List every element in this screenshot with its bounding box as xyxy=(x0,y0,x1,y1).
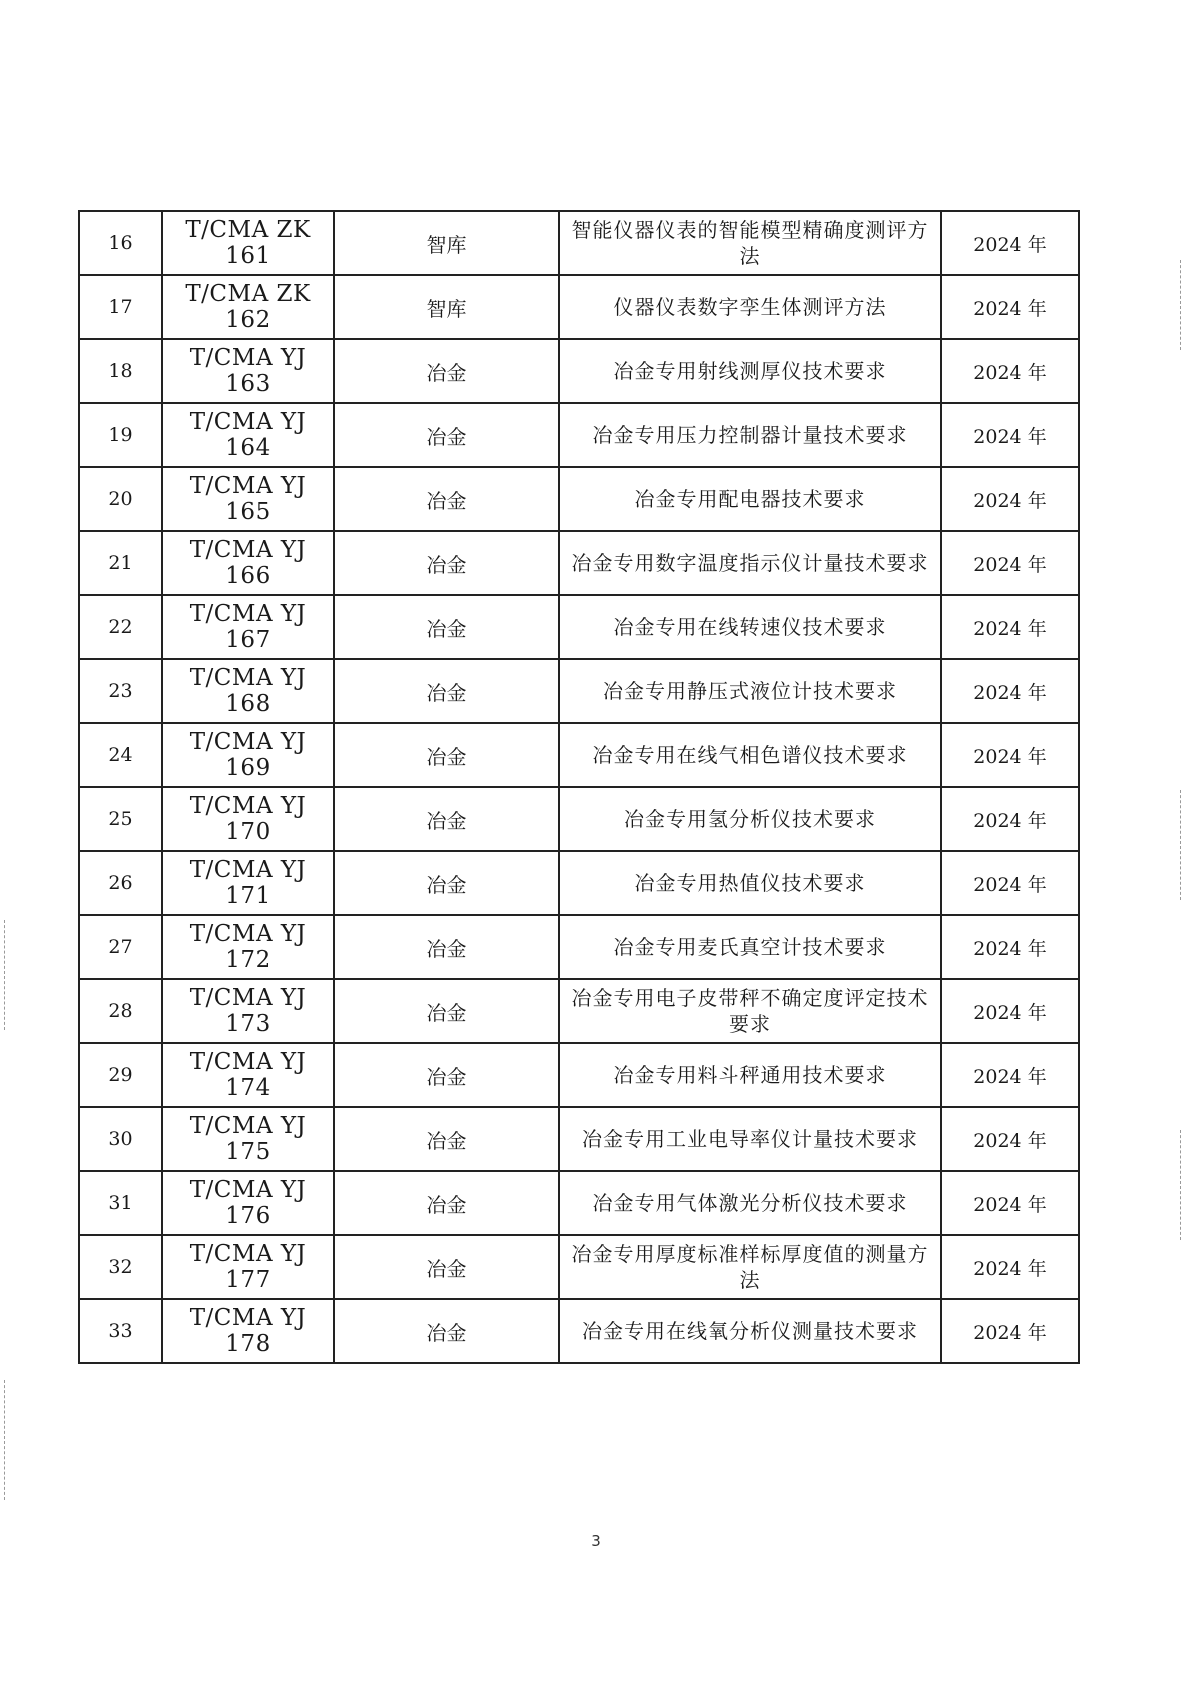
standard-name-cell: 冶金专用工业电导率仪计量技术要求 xyxy=(559,1107,941,1171)
year-cell: 2024 年 xyxy=(941,467,1079,531)
standard-code-cell: T/CMA YJ 170 xyxy=(162,787,334,851)
standard-code-cell: T/CMA YJ 166 xyxy=(162,531,334,595)
row-number-cell: 28 xyxy=(79,979,162,1043)
category-cell: 冶金 xyxy=(334,531,559,595)
standard-code-cell: T/CMA YJ 172 xyxy=(162,915,334,979)
standard-name-cell: 冶金专用压力控制器计量技术要求 xyxy=(559,403,941,467)
table-row xyxy=(79,1235,1079,1299)
category-cell: 冶金 xyxy=(334,1299,559,1363)
row-number-cell: 19 xyxy=(79,403,162,467)
standards-table-body xyxy=(79,211,1079,1363)
page-number: 3 xyxy=(591,1532,601,1550)
year-cell: 2024 年 xyxy=(941,1235,1079,1299)
table-row xyxy=(79,595,1079,659)
year-cell: 2024 年 xyxy=(941,1043,1079,1107)
standard-name-cell: 智能仪器仪表的智能模型精确度测评方法 xyxy=(559,211,941,275)
row-number-cell: 20 xyxy=(79,467,162,531)
year-cell: 2024 年 xyxy=(941,723,1079,787)
year-cell: 2024 年 xyxy=(941,851,1079,915)
category-cell: 冶金 xyxy=(334,339,559,403)
table-row xyxy=(79,979,1079,1043)
standard-code-cell: T/CMA YJ 164 xyxy=(162,403,334,467)
row-number-cell: 29 xyxy=(79,1043,162,1107)
year-cell: 2024 年 xyxy=(941,787,1079,851)
row-number-cell: 22 xyxy=(79,595,162,659)
standard-name-cell: 冶金专用热值仪技术要求 xyxy=(559,851,941,915)
table-row xyxy=(79,915,1079,979)
table-row xyxy=(79,339,1079,403)
scan-artifact xyxy=(1180,260,1181,350)
table-row xyxy=(79,467,1079,531)
row-number-cell: 33 xyxy=(79,1299,162,1363)
standard-name-cell: 冶金专用料斗秤通用技术要求 xyxy=(559,1043,941,1107)
year-cell: 2024 年 xyxy=(941,531,1079,595)
category-cell: 冶金 xyxy=(334,979,559,1043)
standard-code-cell: T/CMA YJ 167 xyxy=(162,595,334,659)
standard-name-cell: 冶金专用在线氧分析仪测量技术要求 xyxy=(559,1299,941,1363)
year-cell: 2024 年 xyxy=(941,339,1079,403)
table-row xyxy=(79,723,1079,787)
category-cell: 智库 xyxy=(334,211,559,275)
standard-code-cell: T/CMA ZK 161 xyxy=(162,211,334,275)
scan-artifact xyxy=(1180,1130,1181,1240)
table-row xyxy=(79,1171,1079,1235)
category-cell: 冶金 xyxy=(334,1171,559,1235)
category-cell: 冶金 xyxy=(334,1043,559,1107)
standard-name-cell: 冶金专用静压式液位计技术要求 xyxy=(559,659,941,723)
row-number-cell: 23 xyxy=(79,659,162,723)
category-cell: 冶金 xyxy=(334,851,559,915)
standard-name-cell: 冶金专用气体激光分析仪技术要求 xyxy=(559,1171,941,1235)
standard-name-cell: 冶金专用麦氏真空计技术要求 xyxy=(559,915,941,979)
standard-name-cell: 冶金专用配电器技术要求 xyxy=(559,467,941,531)
category-cell: 冶金 xyxy=(334,659,559,723)
year-cell: 2024 年 xyxy=(941,915,1079,979)
row-number-cell: 21 xyxy=(79,531,162,595)
category-cell: 冶金 xyxy=(334,595,559,659)
standard-name-cell: 冶金专用在线转速仪技术要求 xyxy=(559,595,941,659)
year-cell: 2024 年 xyxy=(941,659,1079,723)
year-cell: 2024 年 xyxy=(941,1299,1079,1363)
category-cell: 冶金 xyxy=(334,467,559,531)
scan-artifact xyxy=(1180,790,1181,900)
table-row xyxy=(79,787,1079,851)
standard-name-cell: 冶金专用电子皮带秤不确定度评定技术要求 xyxy=(559,979,941,1043)
row-number-cell: 24 xyxy=(79,723,162,787)
standard-name-cell: 冶金专用在线气相色谱仪技术要求 xyxy=(559,723,941,787)
table-row xyxy=(79,211,1079,275)
category-cell: 冶金 xyxy=(334,787,559,851)
standard-code-cell: T/CMA YJ 173 xyxy=(162,979,334,1043)
table-row xyxy=(79,1107,1079,1171)
row-number-cell: 31 xyxy=(79,1171,162,1235)
year-cell: 2024 年 xyxy=(941,1171,1079,1235)
row-number-cell: 26 xyxy=(79,851,162,915)
standard-name-cell: 冶金专用数字温度指示仪计量技术要求 xyxy=(559,531,941,595)
table-row xyxy=(79,851,1079,915)
scan-artifact xyxy=(4,920,5,1030)
category-cell: 冶金 xyxy=(334,723,559,787)
standard-name-cell: 冶金专用厚度标准样标厚度值的测量方法 xyxy=(559,1235,941,1299)
year-cell: 2024 年 xyxy=(941,275,1079,339)
standard-code-cell: T/CMA YJ 169 xyxy=(162,723,334,787)
category-cell: 冶金 xyxy=(334,915,559,979)
row-number-cell: 18 xyxy=(79,339,162,403)
standard-code-cell: T/CMA YJ 177 xyxy=(162,1235,334,1299)
table-row xyxy=(79,659,1079,723)
row-number-cell: 17 xyxy=(79,275,162,339)
table-row xyxy=(79,531,1079,595)
category-cell: 冶金 xyxy=(334,403,559,467)
standard-name-cell: 冶金专用氢分析仪技术要求 xyxy=(559,787,941,851)
standard-code-cell: T/CMA YJ 165 xyxy=(162,467,334,531)
standard-code-cell: T/CMA YJ 178 xyxy=(162,1299,334,1363)
year-cell: 2024 年 xyxy=(941,979,1079,1043)
standard-code-cell: T/CMA ZK 162 xyxy=(162,275,334,339)
scan-artifact xyxy=(4,1380,5,1500)
category-cell: 智库 xyxy=(334,275,559,339)
row-number-cell: 27 xyxy=(79,915,162,979)
table-row xyxy=(79,1299,1079,1363)
standard-name-cell: 仪器仪表数字孪生体测评方法 xyxy=(559,275,941,339)
row-number-cell: 25 xyxy=(79,787,162,851)
row-number-cell: 16 xyxy=(79,211,162,275)
standard-code-cell: T/CMA YJ 163 xyxy=(162,339,334,403)
standard-code-cell: T/CMA YJ 171 xyxy=(162,851,334,915)
standard-name-cell: 冶金专用射线测厚仪技术要求 xyxy=(559,339,941,403)
category-cell: 冶金 xyxy=(334,1107,559,1171)
year-cell: 2024 年 xyxy=(941,403,1079,467)
standards-table xyxy=(78,210,1080,1364)
table-row xyxy=(79,1043,1079,1107)
row-number-cell: 30 xyxy=(79,1107,162,1171)
standard-code-cell: T/CMA YJ 175 xyxy=(162,1107,334,1171)
year-cell: 2024 年 xyxy=(941,595,1079,659)
table-row xyxy=(79,403,1079,467)
standard-code-cell: T/CMA YJ 174 xyxy=(162,1043,334,1107)
table-row xyxy=(79,275,1079,339)
row-number-cell: 32 xyxy=(79,1235,162,1299)
standard-code-cell: T/CMA YJ 176 xyxy=(162,1171,334,1235)
standard-code-cell: T/CMA YJ 168 xyxy=(162,659,334,723)
year-cell: 2024 年 xyxy=(941,1107,1079,1171)
category-cell: 冶金 xyxy=(334,1235,559,1299)
year-cell: 2024 年 xyxy=(941,211,1079,275)
